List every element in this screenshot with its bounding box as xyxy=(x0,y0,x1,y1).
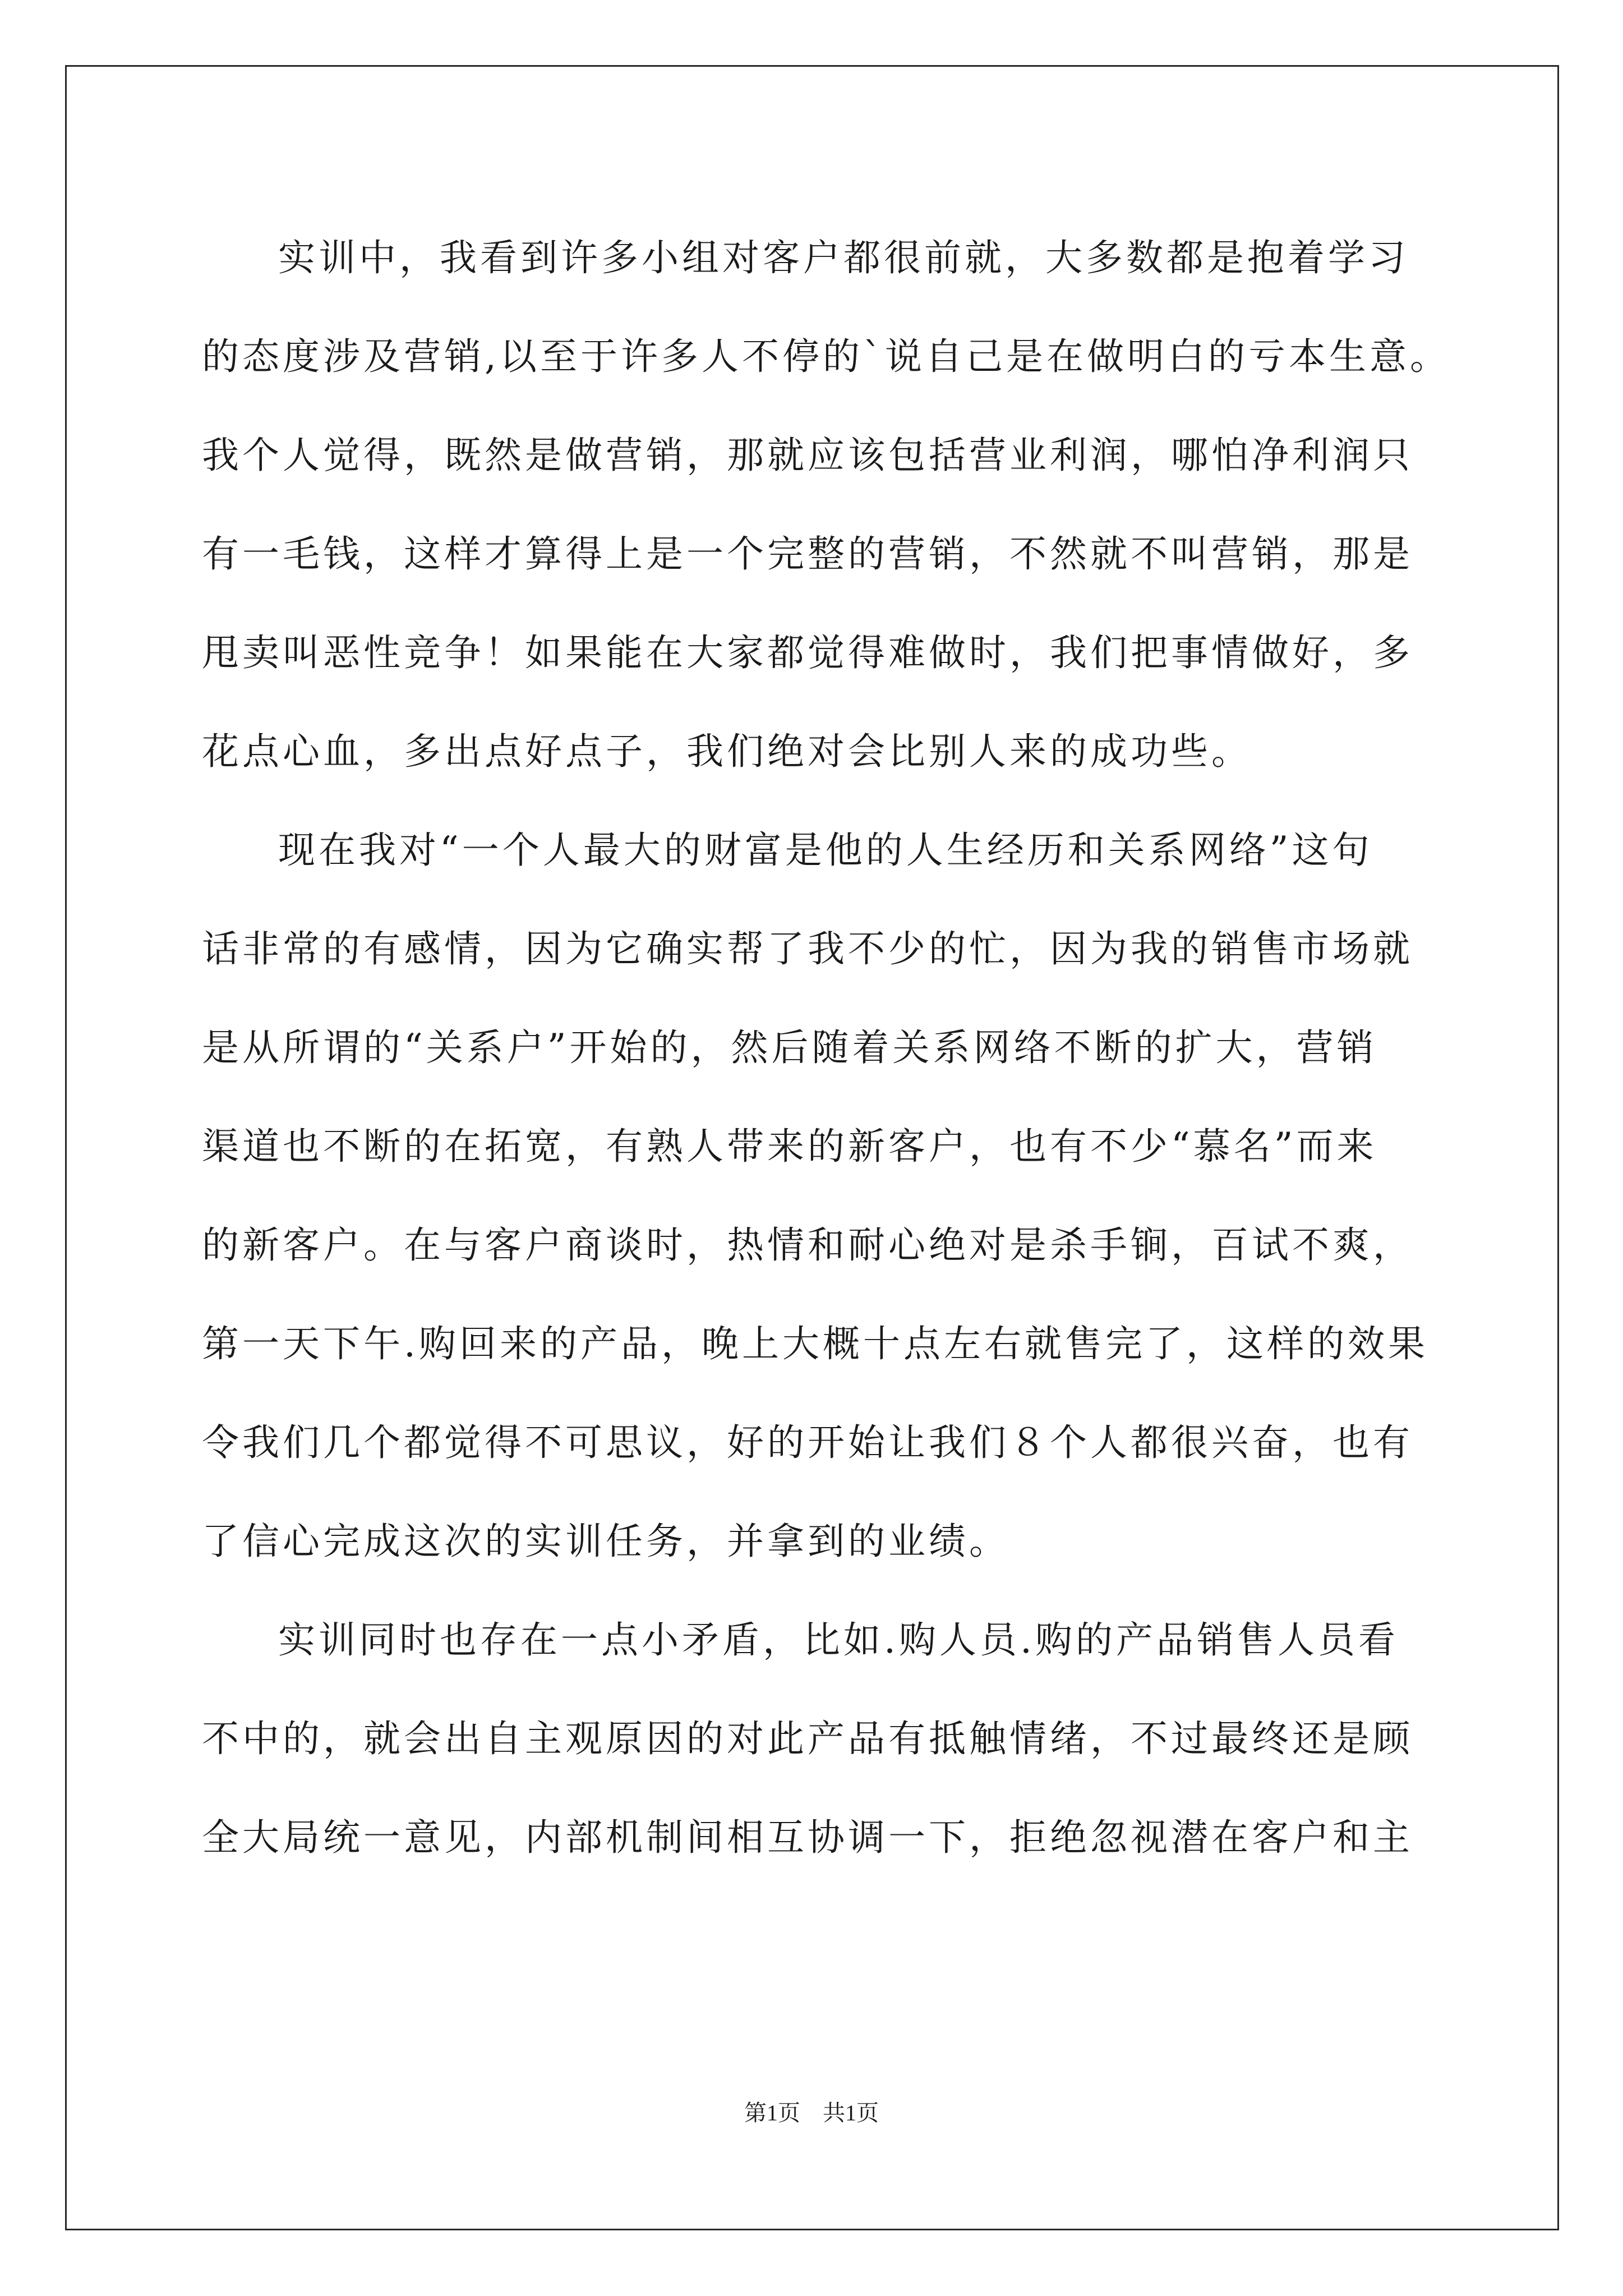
paragraph-2-line-3: 是从所谓的“关系户”开始的，然后随着关系网络不断的扩大，营销 xyxy=(202,1026,1377,1069)
paragraph-1-line-3: 我个人觉得，既然是做营销，那就应该包括营业利润，哪怕净利润只 xyxy=(202,434,1413,477)
paragraph-1-line-6: 花点心血，多出点好点子，我们绝对会比别人来的成功些。 xyxy=(202,730,1252,773)
paragraph-1-line-2: 的态度涉及营销,以至于许多人不停的`说自己是在做明白的亏本生意。 xyxy=(202,335,1450,378)
paragraph-3-line-3: 全大局统一意见，内部机制间相互协调一下，拒绝忽视潜在客户和主 xyxy=(202,1816,1413,1859)
paragraph-2-line-5: 的新客户。在与客户商谈时，热情和耐心绝对是杀手锏，百试不爽， xyxy=(202,1223,1413,1267)
paragraph-2-line-6: 第一天下午.购回来的产品，晚上大概十点左右就售完了，这样的效果 xyxy=(202,1322,1428,1365)
paragraph-2-line-7: 令我们几个都觉得不可思议，好的开始让我们８个人都很兴奋，也有 xyxy=(202,1421,1413,1464)
paragraph-3-line-1: 实训同时也存在一点小矛盾，比如.购人员.购的产品销售人员看 xyxy=(278,1618,1399,1662)
paragraph-3-line-2: 不中的，就会出自主观原因的对此产品有抵触情绪，不过最终还是顾 xyxy=(202,1717,1413,1760)
document-body xyxy=(202,209,1450,1887)
paragraph-1-line-4: 有一毛钱，这样才算得上是一个完整的营销，不然就不叫营销，那是 xyxy=(202,532,1413,576)
paragraph-2-line-4: 渠道也不断的在拓宽，有熟人带来的新客户，也有不少“慕名”而来 xyxy=(202,1125,1377,1168)
paragraph-1-line-5: 甩卖叫恶性竞争！如果能在大家都觉得难做时，我们把事情做好，多 xyxy=(202,631,1413,674)
paragraph-2-line-1: 现在我对“一个人最大的财富是他的人生经历和关系网络”这句 xyxy=(278,829,1373,872)
page-footer: 第1页 共1页 xyxy=(744,2100,879,2125)
paragraph-2-line-8: 了信心完成这次的实训任务，并拿到的业绩。 xyxy=(202,1520,1009,1563)
paragraph-2-line-2: 话非常的有感情，因为它确实帮了我不少的忙，因为我的销售市场就 xyxy=(202,927,1413,970)
paragraph-1-line-1: 实训中，我看到许多小组对客户都很前就，大多数都是抱着学习 xyxy=(278,236,1409,279)
